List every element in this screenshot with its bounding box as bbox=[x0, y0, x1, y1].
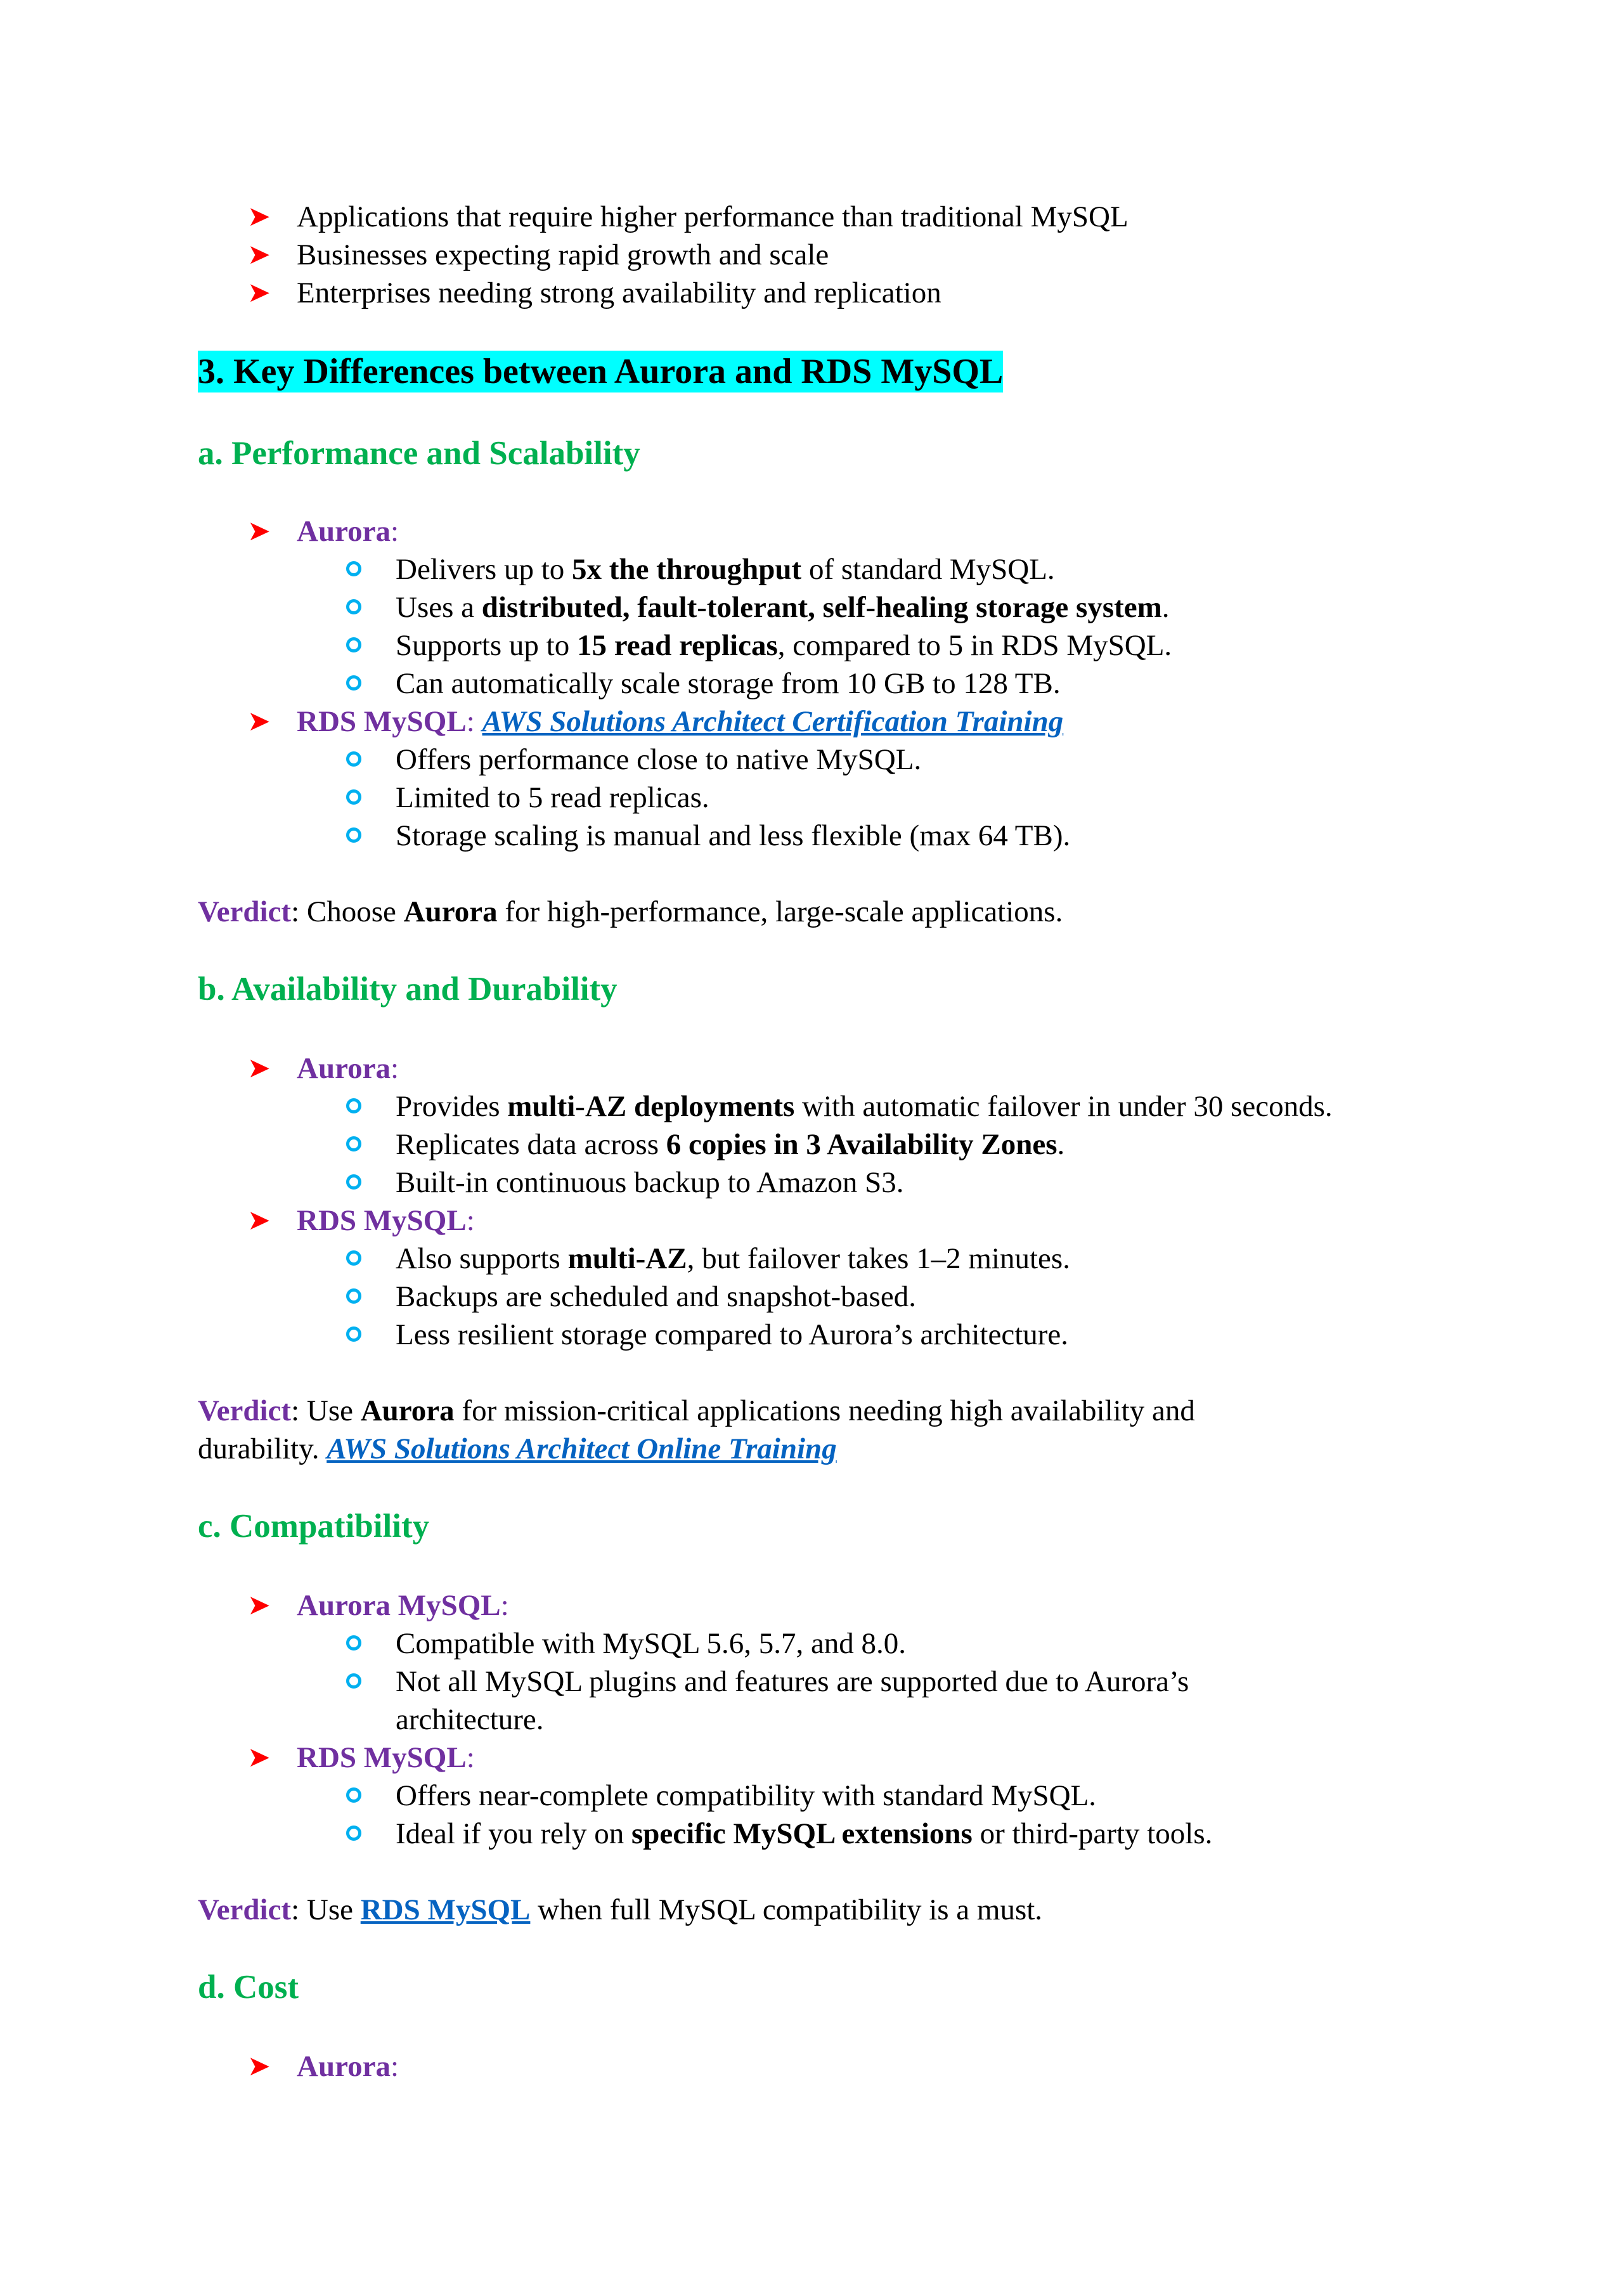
list-item: Applications that require higher performance than traditional MySQL bbox=[297, 200, 1128, 233]
circle-bullet-icon bbox=[346, 561, 361, 576]
aurora-label-line: Aurora: bbox=[297, 1052, 399, 1085]
list-item: Replicates data across 6 copies in 3 Availability Zones. bbox=[396, 1128, 1065, 1161]
list-item: Compatible with MySQL 5.6, 5.7, and 8.0. bbox=[396, 1627, 907, 1660]
arrow-bullet-icon: ➤ bbox=[247, 239, 271, 270]
list-item: Not all MySQL plugins and features are supported due to Aurora’s bbox=[396, 1665, 1189, 1698]
aurora-label-line: Aurora: bbox=[297, 2050, 399, 2083]
list-item: Businesses expecting rapid growth and scale bbox=[297, 238, 829, 271]
arrow-bullet-icon: ➤ bbox=[247, 516, 271, 547]
aurora-label-line: Aurora: bbox=[297, 515, 399, 548]
circle-bullet-icon bbox=[346, 1635, 361, 1651]
verdict-availability-cont: durability. AWS Solutions Architect Online Training bbox=[198, 1432, 837, 1465]
circle-bullet-icon bbox=[346, 1250, 361, 1266]
circle-bullet-icon bbox=[346, 751, 361, 767]
circle-bullet-icon bbox=[346, 789, 361, 805]
section-heading-text: 3. Key Differences between Aurora and RDS MySQL bbox=[198, 352, 1004, 391]
list-item: Built-in continuous backup to Amazon S3. bbox=[396, 1166, 904, 1199]
arrow-bullet-icon: ➤ bbox=[247, 1053, 271, 1084]
subsection-heading-availability: b. Availability and Durability bbox=[198, 971, 618, 1008]
arrow-bullet-icon: ➤ bbox=[247, 201, 271, 232]
arrow-bullet-icon: ➤ bbox=[247, 1742, 271, 1773]
circle-bullet-icon bbox=[346, 1136, 361, 1151]
list-item: Storage scaling is manual and less flexible (max 64 TB). bbox=[396, 819, 1071, 852]
aurora-mysql-label-line: Aurora MySQL: bbox=[297, 1589, 509, 1622]
list-item: Less resilient storage compared to Aurora’s architecture. bbox=[396, 1318, 1069, 1351]
list-item: Backups are scheduled and snapshot-based. bbox=[396, 1280, 916, 1313]
arrow-bullet-icon: ➤ bbox=[247, 277, 271, 308]
list-item: Provides multi-AZ deployments with automatic failover in under 30 seconds. bbox=[396, 1090, 1333, 1123]
circle-bullet-icon bbox=[346, 1787, 361, 1803]
list-item-cont: architecture. bbox=[396, 1703, 544, 1736]
verdict-compatibility: Verdict: Use RDS MySQL when full MySQL compatibility is a must. bbox=[198, 1893, 1043, 1926]
list-item: Can automatically scale storage from 10 GB to 128 TB. bbox=[396, 667, 1061, 700]
list-item: Also supports multi-AZ, but failover takes 1–2 minutes. bbox=[396, 1242, 1070, 1275]
circle-bullet-icon bbox=[346, 1673, 361, 1689]
verdict-performance: Verdict: Choose Aurora for high-performance, large-scale applications. bbox=[198, 895, 1063, 928]
rds-label-line: RDS MySQL: AWS Solutions Architect Certification Training bbox=[297, 705, 1064, 738]
verdict-availability: Verdict: Use Aurora for mission-critical applications needing high availability and bbox=[198, 1394, 1195, 1427]
rds-mysql-link[interactable]: RDS MySQL bbox=[360, 1893, 531, 1926]
circle-bullet-icon bbox=[346, 827, 361, 843]
list-item: Offers near-complete compatibility with standard MySQL. bbox=[396, 1779, 1097, 1812]
circle-bullet-icon bbox=[346, 675, 361, 691]
list-item: Limited to 5 read replicas. bbox=[396, 781, 709, 814]
section-heading bbox=[198, 349, 1003, 394]
subsection-heading-cost: d. Cost bbox=[198, 1969, 299, 2006]
circle-bullet-icon bbox=[346, 637, 361, 652]
arrow-bullet-icon: ➤ bbox=[247, 1205, 271, 1236]
list-item: Supports up to 15 read replicas, compared to 5 in RDS MySQL. bbox=[396, 629, 1172, 662]
list-item: Ideal if you rely on specific MySQL extensions or third-party tools. bbox=[396, 1817, 1213, 1850]
circle-bullet-icon bbox=[346, 1288, 361, 1304]
circle-bullet-icon bbox=[346, 1174, 361, 1190]
rds-label-line: RDS MySQL: bbox=[297, 1204, 475, 1237]
circle-bullet-icon bbox=[346, 1826, 361, 1841]
circle-bullet-icon bbox=[346, 1098, 361, 1113]
list-item: Uses a distributed, fault-tolerant, self-healing storage system. bbox=[396, 591, 1170, 624]
rds-label-line: RDS MySQL: bbox=[297, 1741, 475, 1774]
subsection-heading-compatibility: c. Compatibility bbox=[198, 1508, 430, 1545]
arrow-bullet-icon: ➤ bbox=[247, 2051, 271, 2082]
list-item: Enterprises needing strong availability and replication bbox=[297, 276, 941, 309]
arrow-bullet-icon: ➤ bbox=[247, 1590, 271, 1621]
list-item: Offers performance close to native MySQL. bbox=[396, 743, 922, 776]
circle-bullet-icon bbox=[346, 599, 361, 614]
circle-bullet-icon bbox=[346, 1326, 361, 1342]
arrow-bullet-icon: ➤ bbox=[247, 706, 271, 737]
online-training-link[interactable]: AWS Solutions Architect Online Training bbox=[327, 1432, 837, 1465]
certification-training-link[interactable]: AWS Solutions Architect Certification Training bbox=[482, 705, 1064, 738]
list-item: Delivers up to 5x the throughput of standard MySQL. bbox=[396, 553, 1055, 586]
subsection-heading-performance: a. Performance and Scalability bbox=[198, 435, 640, 472]
